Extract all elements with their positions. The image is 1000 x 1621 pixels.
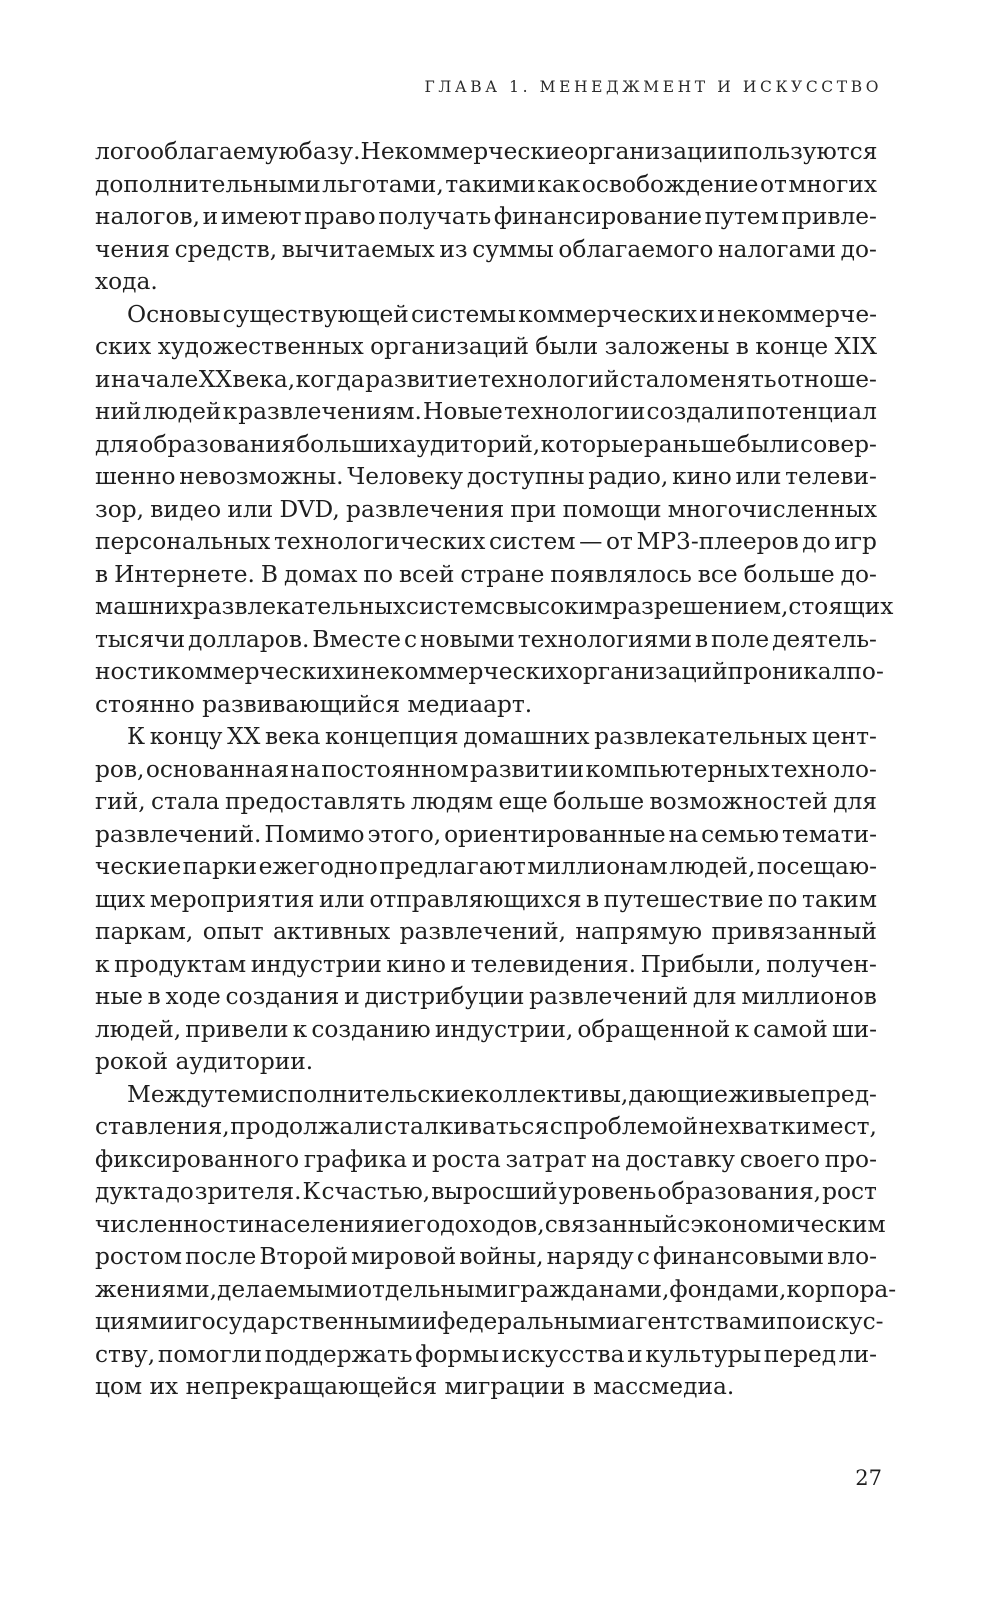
text-line: ные в ходе создания и дистрибуции развлечений для миллионов: [95, 983, 877, 1010]
paragraph: [95, 136, 877, 299]
text-line: ских художественных организаций были заложены в конце XIX: [95, 333, 877, 360]
text-line: для образования больших аудиторий, которые раньше были совер-: [95, 430, 877, 458]
text-line: машних развлекательных систем с высоким разрешением, стоящих: [95, 593, 894, 620]
text-line: дукта до зрителя. К счастью, выросший уровень образования, рост: [95, 1178, 877, 1205]
text-line: тысячи долларов. Вместе с новыми технологиями в поле деятель-: [95, 625, 877, 653]
text-line: ставления, продолжали сталкиваться с проблемой нехватки мест,: [95, 1113, 877, 1140]
text-line: зор, видео или DVD, развлечения при помощи многочисленных: [95, 495, 877, 523]
text-line: цом их непрекращающейся миграции в массмедиа.: [95, 1373, 735, 1400]
text-line: и начале XX века, когда развитие технологий стало менять отноше-: [95, 365, 877, 393]
text-line: логооблагаемую базу. Некоммерческие организации пользуются: [95, 138, 878, 165]
paragraph: [95, 1079, 897, 1404]
text-line: рокой аудитории.: [95, 1048, 314, 1075]
paragraph: [95, 721, 877, 1079]
text-line: К концу XX века концепция домашних развлекательных цент-: [127, 723, 877, 750]
text-line: циями и государственными и федеральными агентствами по искус-: [95, 1308, 884, 1335]
body-text: [95, 136, 897, 1404]
text-line: фиксированного графика и роста затрат на доставку своего про-: [95, 1145, 877, 1173]
paragraph: [95, 299, 894, 722]
text-line: ний людей к развлечениям. Новые технологии создали потенциал: [95, 398, 877, 425]
text-line: Между тем исполнительские коллективы, дающие живые пред-: [127, 1080, 877, 1108]
text-line: ров, основанная на постоянном развитии компьютерных техноло-: [95, 755, 877, 783]
text-line: развлечений. Помимо этого, ориентированные на семью темати-: [95, 820, 877, 848]
text-line: персональных технологических систем — от MP3-плееров до игр: [95, 528, 877, 555]
text-line: жениями, делаемыми отдельными гражданами, фондами, корпора-: [95, 1275, 897, 1303]
text-line: Основы существующей системы коммерческих и некоммерче-: [127, 300, 877, 328]
text-line: ческие парки ежегодно предлагают миллионам людей, посещаю-: [95, 853, 877, 880]
text-line: паркам, опыт активных развлечений, напрямую привязанный: [95, 918, 877, 945]
text-line: хода.: [95, 268, 158, 295]
text-line: щих мероприятия или отправляющихся в путешествие по таким: [95, 885, 877, 913]
page-number: 27: [855, 1466, 882, 1490]
text-line: ростом после Второй мировой войны, наряду с финансовыми вло-: [95, 1243, 877, 1270]
text-line: стоянно развивающийся медиаарт.: [95, 690, 533, 718]
text-line: дополнительными льготами, такими как освобождение от многих: [95, 170, 877, 198]
text-line: гий, стала предоставлять людям еще больше возможностей для: [95, 788, 877, 815]
text-line: ности коммерческих и некоммерческих организаций проникал по-: [95, 658, 884, 685]
text-line: в Интернете. В домах по всей стране появлялось все больше до-: [95, 560, 877, 588]
text-line: людей, привели к созданию индустрии, обращенной к самой ши-: [95, 1015, 877, 1043]
text-line: шенно невозможны. Человеку доступны радио, кино или телеви-: [95, 463, 877, 490]
text-line: налогов, и имеют право получать финансирование путем привле-: [95, 203, 877, 230]
text-line: к продуктам индустрии кино и телевидения. Прибыли, получен-: [95, 950, 877, 978]
running-head: ГЛАВА 1. МЕНЕДЖМЕНТ И ИСКУССТВО: [424, 78, 882, 96]
text-line: чения средств, вычитаемых из суммы облагаемого налогами до-: [95, 235, 877, 263]
text-line: численности населения и его доходов, связанный с экономическим: [95, 1210, 886, 1238]
text-line: ству, помогли поддержать формы искусства и культуры перед ли-: [95, 1340, 877, 1368]
